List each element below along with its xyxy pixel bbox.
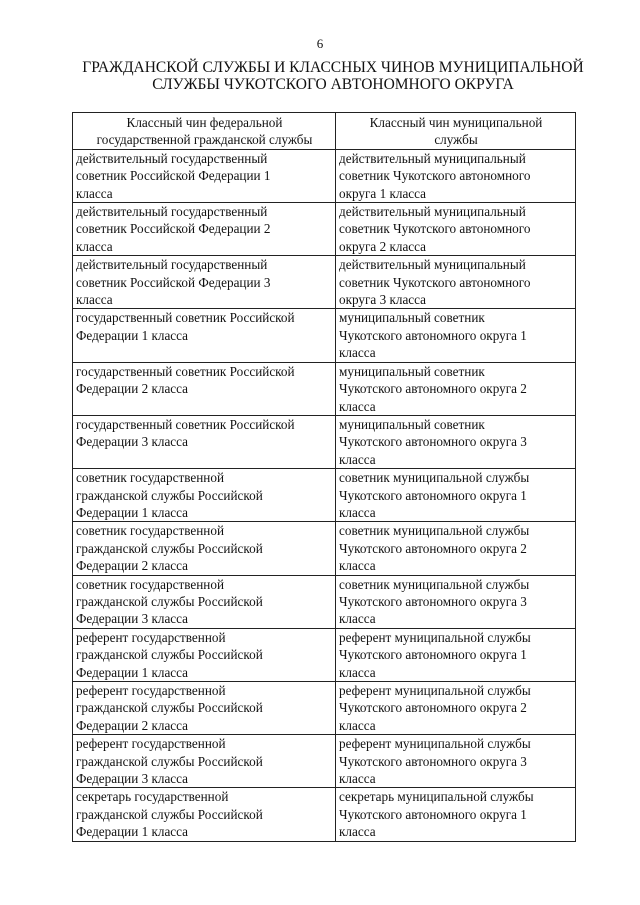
cell-line: муниципальный советник — [339, 310, 485, 326]
cell-line: действительный государственный — [76, 257, 268, 273]
cell-line: Чукотского автономного округа 3 — [339, 753, 527, 769]
cell-line: советник Российской Федерации 2 — [76, 221, 271, 237]
table-row — [73, 203, 576, 256]
cell-line: гражданской службы Российской — [76, 487, 263, 503]
cell-line: действительный муниципальный — [339, 150, 526, 166]
cell-line: класса — [339, 345, 376, 361]
cell-line: Чукотского автономного округа 1 — [339, 647, 527, 663]
municipal-rank-cell — [336, 203, 576, 256]
cell-line: класса — [339, 824, 376, 840]
federal-rank-cell — [73, 203, 336, 256]
cell-line: советник Российской Федерации 1 — [76, 168, 271, 184]
cell-line: округа 1 класса — [339, 185, 427, 201]
table-body — [73, 149, 576, 841]
cell-line: гражданской службы Российской — [76, 753, 263, 769]
cell-line: класса — [339, 398, 376, 414]
cell-line: советник государственной — [76, 576, 225, 592]
cell-line: Федерации 2 класса — [76, 381, 189, 397]
header-line: государственной гражданской службы — [96, 132, 313, 148]
cell-line: советник муниципальной службы — [339, 523, 530, 539]
municipal-rank-cell — [336, 469, 576, 522]
cell-line: советник муниципальной службы — [339, 576, 530, 592]
cell-line: советник Чукотского автономного — [339, 168, 531, 184]
cell-line: действительный муниципальный — [339, 257, 526, 273]
cell-line: Федерации 2 класса — [76, 717, 189, 733]
cell-line: класса — [339, 611, 376, 627]
cell-line: действительный государственный — [76, 150, 268, 166]
cell-line: гражданской службы Российской — [76, 540, 263, 556]
cell-line: Федерации 3 класса — [76, 434, 189, 450]
cell-line: Чукотского автономного округа 3 — [339, 593, 527, 609]
cell-line: класса — [339, 771, 376, 787]
cell-line: класса — [339, 717, 376, 733]
municipal-rank-cell — [336, 362, 576, 415]
header-federal-rank — [73, 113, 336, 150]
federal-rank-cell — [73, 788, 336, 841]
federal-rank-cell — [73, 628, 336, 681]
table-row — [73, 682, 576, 735]
federal-rank-cell — [73, 469, 336, 522]
municipal-rank-cell — [336, 735, 576, 788]
table-row — [73, 575, 576, 628]
table-row — [73, 522, 576, 575]
header-line: службы — [434, 132, 478, 148]
cell-line: советник государственной — [76, 523, 225, 539]
table-row — [73, 628, 576, 681]
cell-line: Федерации 1 класса — [76, 824, 189, 840]
cell-line: Федерации 1 класса — [76, 504, 189, 520]
cell-line: гражданской службы Российской — [76, 700, 263, 716]
cell-line: государственный советник Российской — [76, 416, 295, 432]
header-municipal-rank — [336, 113, 576, 150]
cell-line: класса — [339, 504, 376, 520]
cell-line: Чукотского автономного округа 1 — [339, 806, 527, 822]
table-row — [73, 469, 576, 522]
cell-line: государственный советник Российской — [76, 363, 295, 379]
federal-rank-cell — [73, 149, 336, 202]
cell-line: класса — [76, 238, 113, 254]
cell-line: муниципальный советник — [339, 416, 485, 432]
cell-line: округа 3 класса — [339, 292, 427, 308]
municipal-rank-cell — [336, 682, 576, 735]
federal-rank-cell — [73, 415, 336, 468]
cell-line: действительный муниципальный — [339, 204, 526, 220]
cell-line: референт муниципальной службы — [339, 683, 531, 698]
table-header-row — [73, 113, 576, 150]
federal-rank-cell — [73, 575, 336, 628]
cell-line: класса — [76, 185, 113, 201]
cell-line: муниципальный советник — [339, 363, 485, 379]
table-row — [73, 309, 576, 362]
cell-line: гражданской службы Российской — [76, 593, 263, 609]
cell-line: секретарь муниципальной службы — [339, 789, 534, 805]
cell-line: Чукотского автономного округа 1 — [339, 487, 527, 503]
federal-rank-cell — [73, 256, 336, 309]
cell-line: Чукотского автономного округа 2 — [339, 540, 527, 556]
municipal-rank-cell — [336, 256, 576, 309]
federal-rank-cell — [73, 362, 336, 415]
rank-correspondence-table — [72, 112, 576, 842]
cell-line: референт государственной — [76, 629, 226, 645]
title-line: ГРАЖДАНСКОЙ СЛУЖБЫ И КЛАССНЫХ ЧИНОВ МУНИЦИПАЛЬНОЙ — [82, 59, 584, 76]
table-row — [73, 735, 576, 788]
header-line: Классный чин федеральной — [126, 115, 283, 130]
cell-line: референт муниципальной службы — [339, 629, 531, 645]
cell-line: гражданской службы Российской — [76, 647, 263, 663]
cell-line: государственный советник Российской — [76, 310, 295, 326]
table-row — [73, 256, 576, 309]
cell-line: секретарь государственной — [76, 789, 229, 805]
table-row — [73, 362, 576, 415]
cell-line: советник муниципальной службы — [339, 470, 530, 486]
cell-line: действительный государственный — [76, 204, 268, 220]
cell-line: гражданской службы Российской — [76, 806, 263, 822]
table-row — [73, 788, 576, 841]
cell-line: Федерации 1 класса — [76, 327, 189, 343]
document-title — [78, 59, 588, 93]
municipal-rank-cell — [336, 149, 576, 202]
cell-line: советник государственной — [76, 470, 225, 486]
page-number: 6 — [316, 36, 324, 51]
cell-line: Федерации 3 класса — [76, 611, 189, 627]
cell-line: советник Российской Федерации 3 — [76, 274, 271, 290]
cell-line: класса — [76, 292, 113, 308]
cell-line: Чукотского автономного округа 2 — [339, 381, 527, 397]
cell-line: референт государственной — [76, 736, 226, 752]
cell-line: класса — [339, 558, 376, 574]
cell-line: Федерации 3 класса — [76, 771, 189, 787]
federal-rank-cell — [73, 309, 336, 362]
cell-line: класса — [339, 664, 376, 680]
cell-line: Чукотского автономного округа 2 — [339, 700, 527, 716]
table-row — [73, 415, 576, 468]
cell-line: референт государственной — [76, 683, 226, 698]
cell-line: советник Чукотского автономного — [339, 274, 531, 290]
municipal-rank-cell — [336, 415, 576, 468]
municipal-rank-cell — [336, 575, 576, 628]
municipal-rank-cell — [336, 522, 576, 575]
table-row — [73, 149, 576, 202]
federal-rank-cell — [73, 735, 336, 788]
federal-rank-cell — [73, 522, 336, 575]
cell-line: Чукотского автономного округа 1 — [339, 327, 527, 343]
title-line: СЛУЖБЫ ЧУКОТСКОГО АВТОНОМНОГО ОКРУГА — [152, 76, 514, 93]
federal-rank-cell — [73, 682, 336, 735]
cell-line: советник Чукотского автономного — [339, 221, 531, 237]
cell-line: Федерации 1 класса — [76, 664, 189, 680]
municipal-rank-cell — [336, 628, 576, 681]
municipal-rank-cell — [336, 788, 576, 841]
cell-line: референт муниципальной службы — [339, 736, 531, 752]
cell-line: Федерации 2 класса — [76, 558, 189, 574]
cell-line: класса — [339, 451, 376, 467]
header-line: Классный чин муниципальной — [369, 115, 543, 130]
cell-line: Чукотского автономного округа 3 — [339, 434, 527, 450]
cell-line: округа 2 класса — [339, 238, 427, 254]
municipal-rank-cell — [336, 309, 576, 362]
